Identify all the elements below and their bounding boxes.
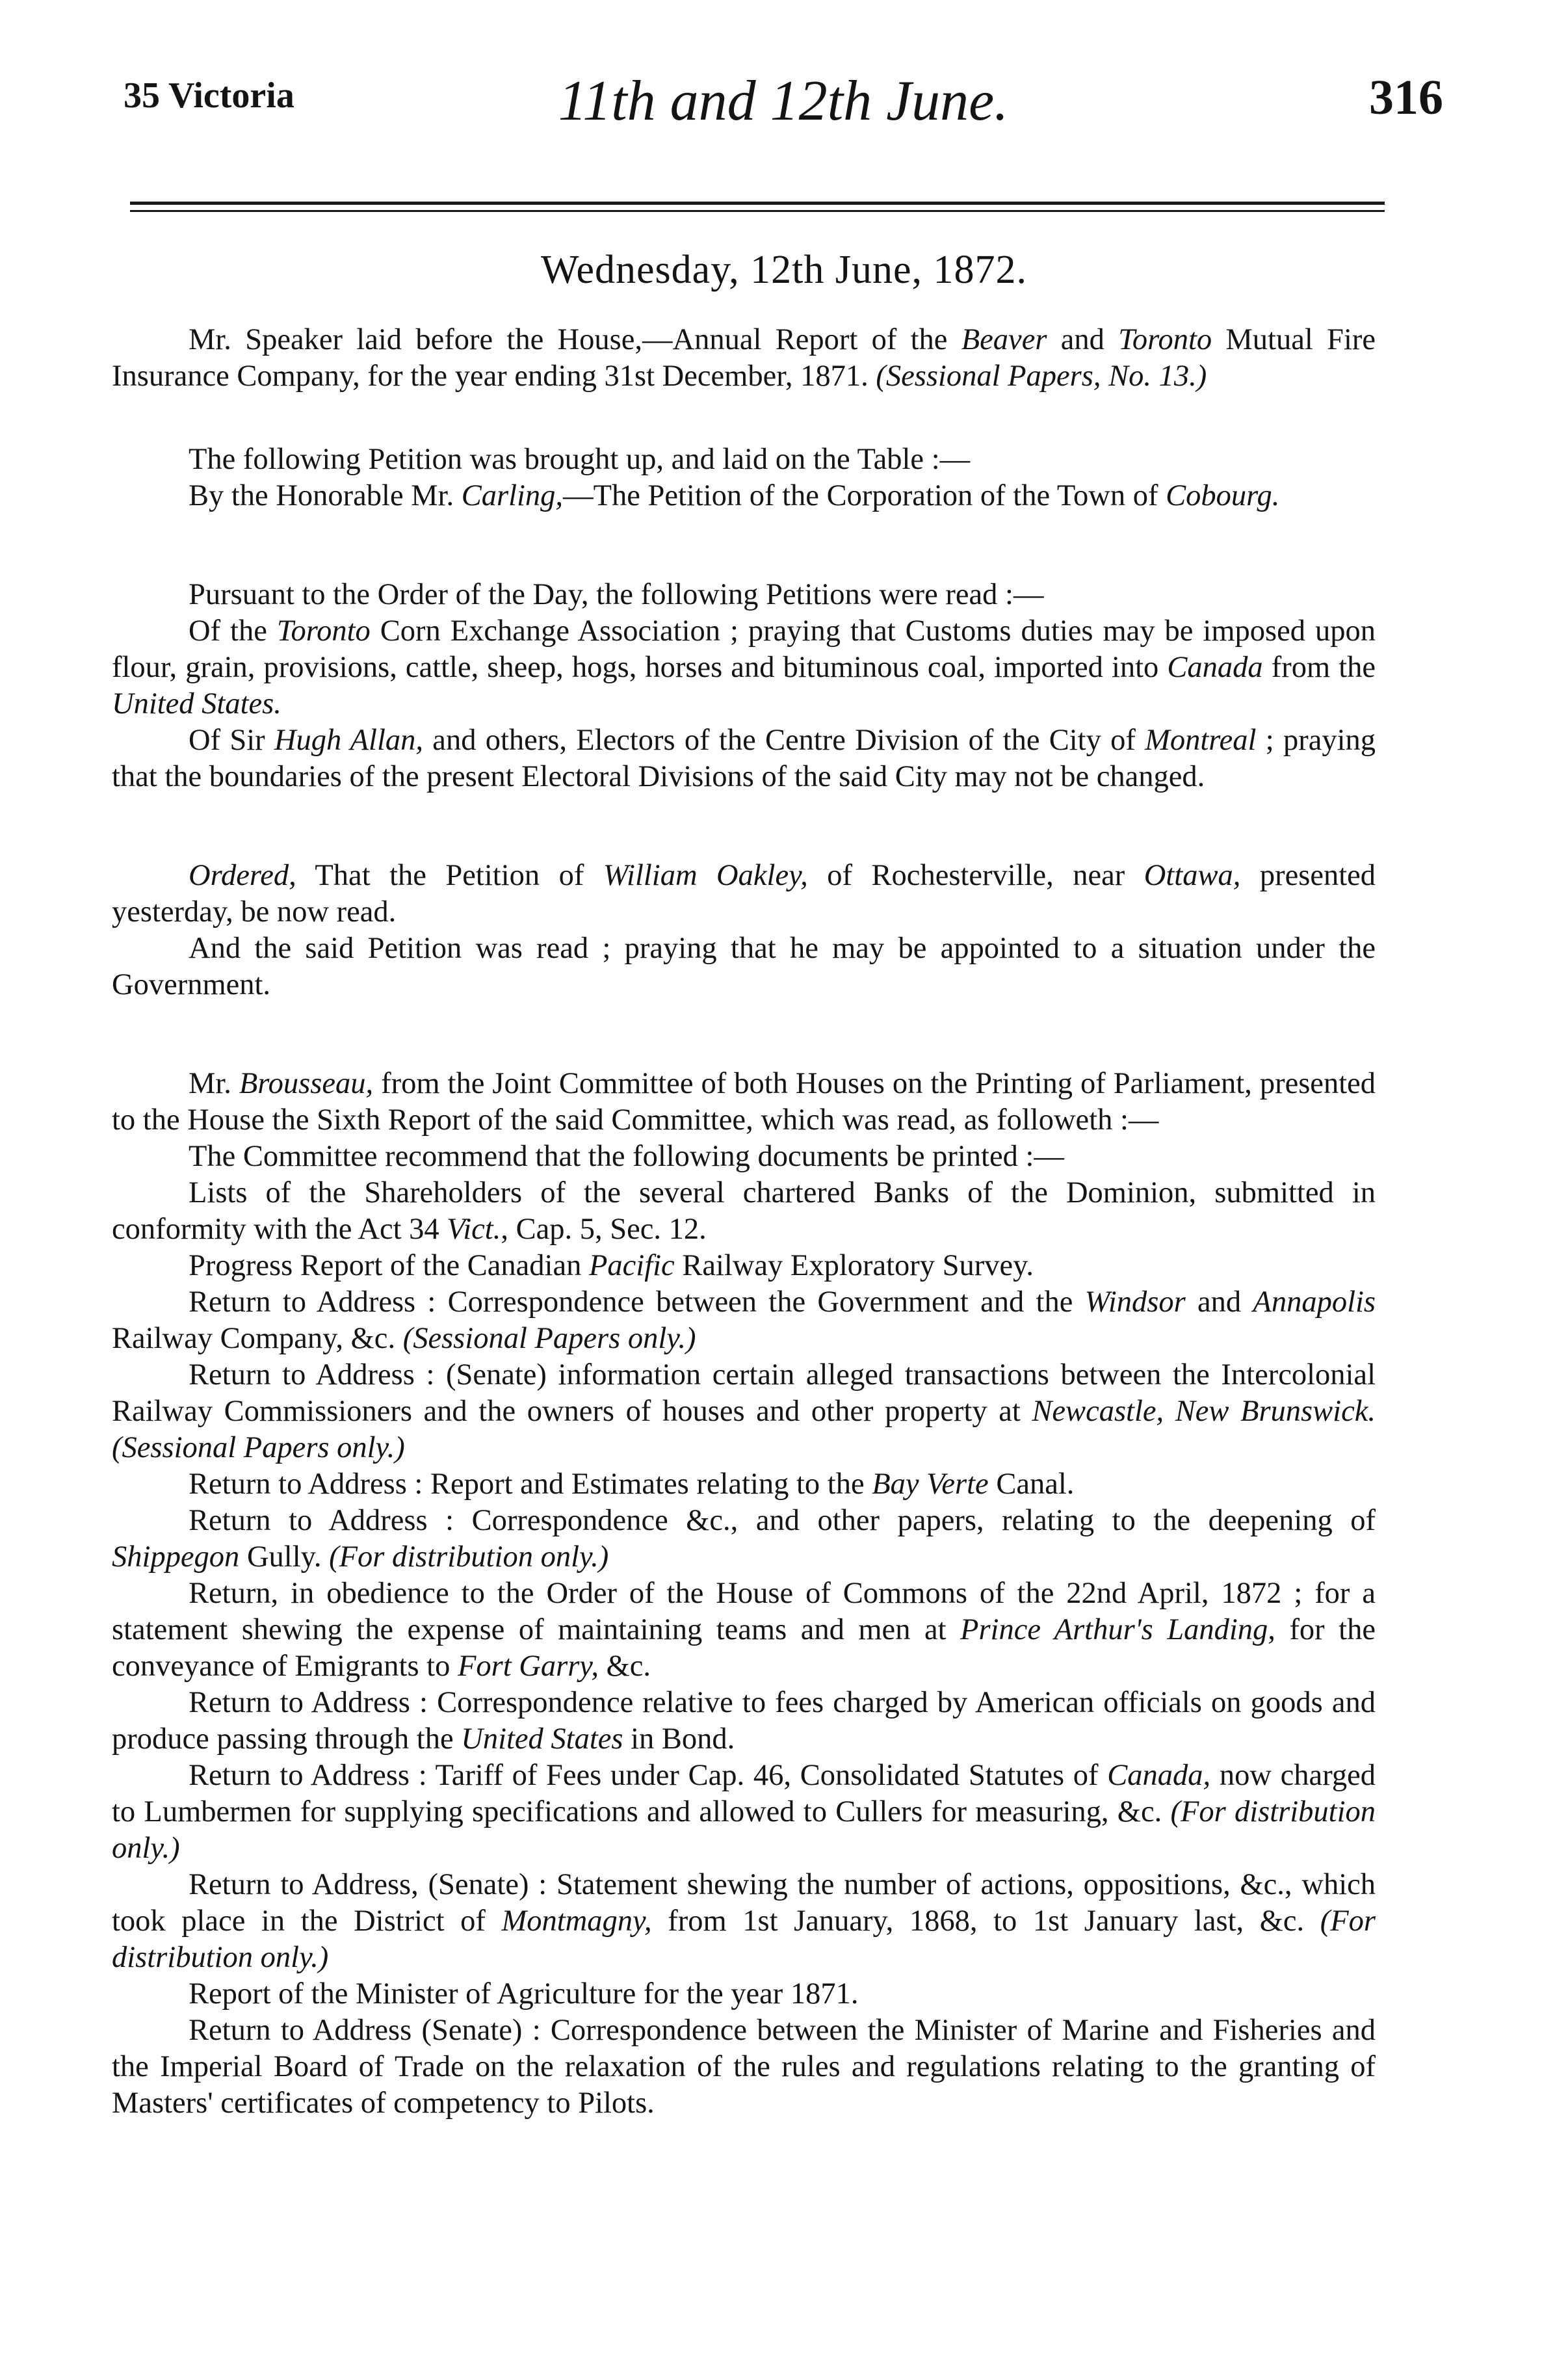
- date-heading: Wednesday, 12th June, 1872.: [540, 248, 1028, 292]
- italic-text: Pacific: [589, 1249, 675, 1282]
- italic-text: Beaver: [961, 323, 1047, 356]
- text-run: in Bond.: [623, 1722, 735, 1756]
- text-run: Gully.: [239, 1540, 330, 1574]
- italic-text: United States: [461, 1722, 623, 1756]
- text-run: Of the: [189, 614, 277, 648]
- paragraph: [112, 441, 1376, 478]
- paragraph: [112, 577, 1376, 613]
- text-run: Pursuant to the Order of the Day, the following Petitions were read :—: [189, 578, 1044, 611]
- italic-text: Fort Garry,: [457, 1650, 599, 1683]
- paragraph: [112, 1685, 1376, 1758]
- paragraph: [112, 1503, 1376, 1575]
- paragraph: [112, 1175, 1376, 1248]
- paragraph: [112, 1976, 1376, 2012]
- italic-text: Canada,: [1107, 1759, 1211, 1792]
- italic-text: Carling,: [461, 479, 564, 512]
- paragraph: [112, 1284, 1376, 1357]
- text-run: from the: [1262, 651, 1376, 684]
- text-run: Corn Exchange Association ; praying that Customs duties may be imposed upon flour, grain, provisions, cattle, sheep, hogs, horses and bituminous coal, imported into: [112, 614, 1376, 684]
- italic-text: Newcastle, New Brunswick. (Sessional Papers only.): [112, 1395, 1376, 1464]
- text-run: from the Joint Committee of both Houses on the Printing of Parliament, presented to the House the Sixth Report of the said Committee, which was read, as followeth :—: [112, 1067, 1376, 1137]
- journal-body: [112, 322, 1376, 2122]
- italic-text: United States.: [112, 687, 281, 720]
- text-run: for the conveyance of Emigrants to: [112, 1613, 1376, 1683]
- text-run: Report of the Minister of Agriculture for the year 1871.: [189, 1977, 859, 2010]
- paragraph: [112, 1139, 1376, 1175]
- running-head-center: 11th and 12th June.: [558, 70, 1009, 133]
- italic-text: Vict.: [447, 1213, 501, 1246]
- italic-text: (Sessional Papers only.): [402, 1322, 696, 1355]
- paragraph-gap: [112, 795, 1376, 858]
- italic-text: Prince Arthur's Landing,: [960, 1613, 1275, 1646]
- paragraph: [112, 1575, 1376, 1685]
- text-run: Return to Address : Correspondence between the Government and the: [189, 1285, 1085, 1319]
- text-run: now charged to Lumbermen for supplying specifications and allowed to Cullers for measuring, &c.: [112, 1759, 1376, 1828]
- text-run: , Cap. 5, Sec. 12.: [501, 1213, 707, 1246]
- text-run: &c.: [599, 1650, 651, 1683]
- italic-text: Montmagny,: [501, 1904, 652, 1938]
- paragraph: [112, 322, 1376, 395]
- text-run: The Committee recommend that the following documents be printed :—: [189, 1140, 1064, 1173]
- text-run: —The Petition of the Corporation of the Town of: [563, 479, 1166, 512]
- italic-text: Ottawa,: [1143, 859, 1241, 892]
- text-run: from 1st January, 1868, to 1st January last, &c.: [651, 1904, 1320, 1938]
- paragraph-gap: [112, 395, 1376, 441]
- running-head-left: 35 Victoria: [124, 75, 294, 116]
- text-run: And the said Petition was read ; praying that he may be appointed to a situation under the Government.: [112, 932, 1376, 1001]
- page-header: [124, 68, 1443, 166]
- italic-text: Cobourg.: [1166, 479, 1280, 512]
- paragraph: [112, 1758, 1376, 1867]
- page-number: 316: [1369, 70, 1443, 125]
- text-run: ; praying that the boundaries of the present Electoral Divisions of the said City may not be changed.: [112, 724, 1376, 793]
- text-run: Of Sir: [189, 724, 274, 757]
- text-run: Railway Company, &c.: [112, 1322, 403, 1355]
- paragraph: [112, 1248, 1376, 1284]
- text-run: Return to Address : (Senate) information certain alleged transactions between the Intercolonial Railway Commissioners and the owners of houses and other property at: [112, 1358, 1376, 1428]
- paragraph: [112, 1066, 1376, 1139]
- text-run: Mr.: [189, 1067, 239, 1100]
- paragraph: [112, 478, 1376, 514]
- paragraph: [112, 613, 1376, 722]
- italic-text: William Oakley,: [603, 859, 808, 892]
- paragraph: [112, 1466, 1376, 1503]
- text-run: Return to Address (Senate) : Correspondence between the Minister of Marine and Fisheries and the Imperial Board of Trade on the relaxation of the rules and regulations relating to the granting of Masters' certificates of competency to Pilots.: [112, 2014, 1376, 2120]
- paragraph: [112, 2012, 1376, 2122]
- paragraph: [112, 1357, 1376, 1466]
- text-run: Return to Address : Tariff of Fees under Cap. 46, Consolidated Statutes of: [189, 1759, 1108, 1792]
- italic-text: Toronto: [1118, 323, 1212, 356]
- italic-text: (For distribution only.): [112, 1795, 1376, 1865]
- italic-text: (Sessional Papers, No. 13.): [876, 360, 1207, 393]
- paragraph-gap: [112, 514, 1376, 577]
- italic-text: Hugh Allan,: [274, 724, 424, 757]
- header-rule-thin: [130, 210, 1385, 212]
- text-run: The following Petition was brought up, and laid on the Table :—: [189, 443, 971, 476]
- italic-text: Toronto: [276, 614, 371, 648]
- text-run: Railway Exploratory Survey.: [674, 1249, 1034, 1282]
- text-run: of Rochesterville, near: [807, 859, 1144, 892]
- text-run: By the Honorable Mr.: [189, 479, 462, 512]
- paragraph: [112, 858, 1376, 930]
- italic-text: Ordered,: [189, 859, 296, 892]
- text-run: and others, Electors of the Centre Division of the City of: [423, 724, 1145, 757]
- text-run: Mr. Speaker laid before the House,—Annual Report of the: [189, 323, 961, 356]
- italic-text: Canada: [1167, 651, 1263, 684]
- paragraph: [112, 930, 1376, 1003]
- text-run: Return to Address : Correspondence relative to fees charged by American officials on goods and produce passing through the: [112, 1686, 1376, 1756]
- header-rule-thick: [130, 202, 1385, 205]
- italic-text: (For distribution only.): [329, 1540, 609, 1574]
- text-run: Mutual Fire Insurance Company, for the year ending 31st December, 1871.: [112, 323, 1376, 393]
- text-run: Return to Address, (Senate) : Statement shewing the number of actions, oppositions, &c., which took place in the District of: [112, 1868, 1376, 1938]
- italic-text: Montreal: [1145, 724, 1257, 757]
- paragraph: [112, 722, 1376, 795]
- italic-text: Bay Verte: [872, 1468, 989, 1501]
- text-run: That the Petition of: [296, 859, 603, 892]
- text-run: Return to Address : Report and Estimates relating to the: [189, 1468, 872, 1501]
- italic-text: Brousseau,: [239, 1067, 374, 1100]
- text-run: and: [1047, 323, 1119, 356]
- text-run: Return to Address : Correspondence &c., and other papers, relating to the deepening of: [189, 1504, 1376, 1537]
- italic-text: Shippegon: [112, 1540, 240, 1574]
- text-run: presented yesterday, be now read.: [112, 859, 1376, 929]
- italic-text: Windsor: [1084, 1285, 1186, 1319]
- italic-text: Annapolis: [1253, 1285, 1376, 1319]
- text-run: Progress Report of the Canadian: [189, 1249, 589, 1282]
- text-run: Canal.: [988, 1468, 1075, 1501]
- paragraph: [112, 1867, 1376, 1976]
- paragraph-gap: [112, 1003, 1376, 1066]
- text-run: Lists of the Shareholders of the several chartered Banks of the Dominion, submitted in conformity with the Act 34: [112, 1176, 1376, 1246]
- text-run: and: [1185, 1285, 1253, 1319]
- italic-text: (For distribution only.): [112, 1904, 1376, 1974]
- text-run: Return, in obedience to the Order of the House of Commons of the 22nd April, 1872 ; for a statement shewing the expense of maintaining teams and men at: [112, 1577, 1376, 1646]
